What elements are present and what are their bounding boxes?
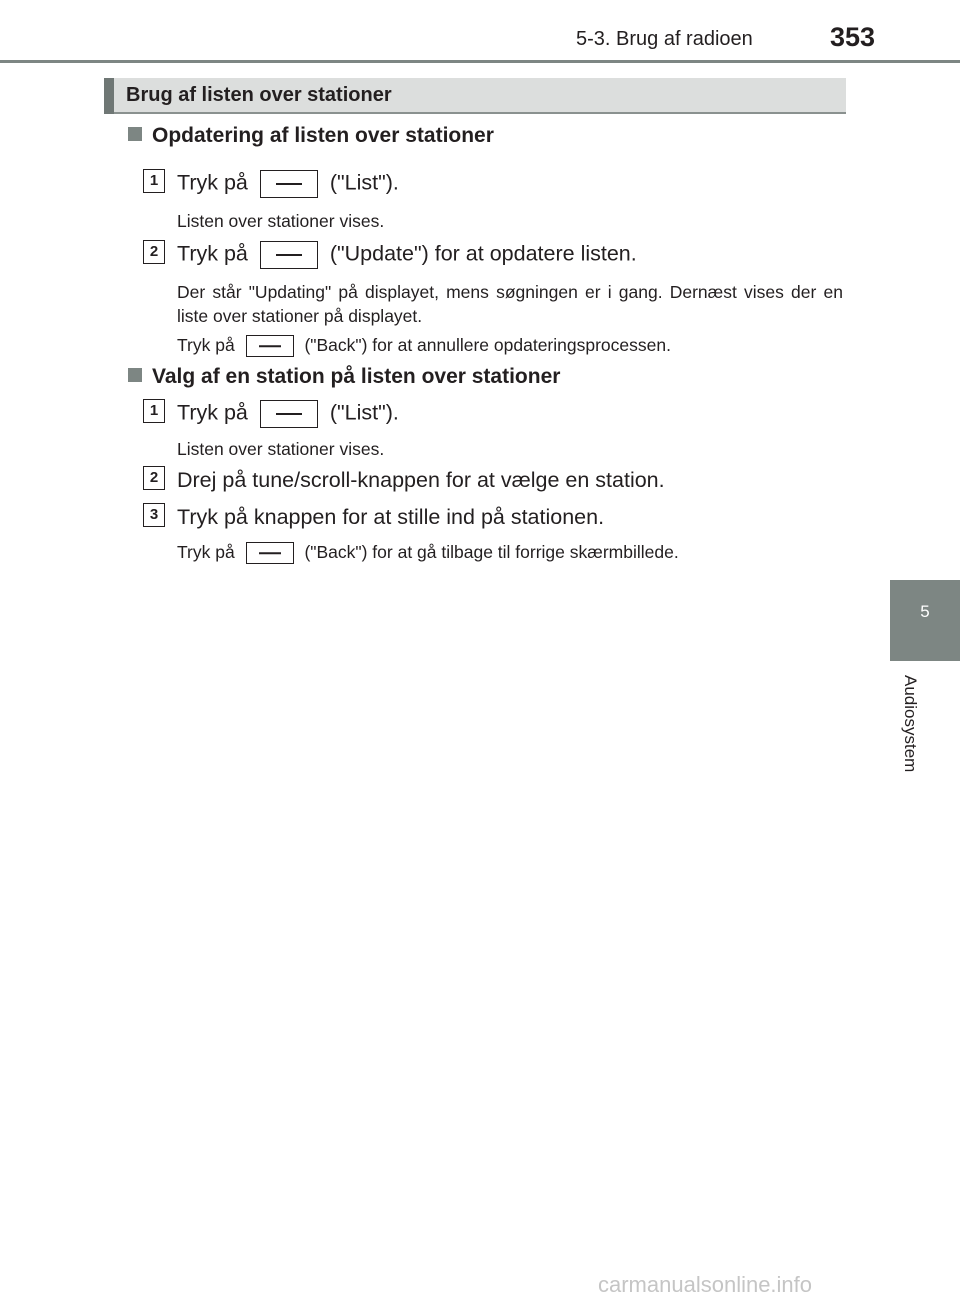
note-prefix: Tryk på <box>177 542 235 562</box>
topic-title: Brug af listen over stationer <box>126 84 392 106</box>
update-button-icon <box>260 241 318 269</box>
step-number-1: 1 <box>143 399 165 423</box>
step-number-2: 2 <box>143 240 165 264</box>
section-title: 5-3. Brug af radioen <box>576 28 753 50</box>
page-number: 353 <box>830 22 876 52</box>
watermark: carmanualsonline.info <box>598 1272 813 1297</box>
step-1-note: Listen over stationer vises. <box>177 211 385 231</box>
step-2-note: Der står "Updating" på displayet, mens søgningen er i gang. Dernæst vises der en liste over stationer på displayet. <box>177 282 843 326</box>
subsection-heading-update <box>128 124 494 148</box>
step-text-prefix: Tryk på <box>177 241 248 266</box>
title-accent <box>104 78 114 114</box>
square-bullet-icon <box>128 127 142 141</box>
chapter-number: 5 <box>920 602 930 621</box>
subsection-heading-select <box>128 365 560 389</box>
subsection-heading-text: Opdatering af listen over stationer <box>152 124 494 147</box>
step-text-suffix: ("List"). <box>329 170 399 195</box>
step-number-3: 3 <box>143 503 165 527</box>
chapter-tab <box>890 580 960 661</box>
step-2-back-note <box>177 335 671 357</box>
note-prefix: Tryk på <box>177 335 235 355</box>
step-text-suffix: ("Update") for at opdatere listen. <box>329 241 637 266</box>
list-button-icon <box>260 170 318 198</box>
step-3-back-note <box>177 542 679 564</box>
step-text-prefix: Tryk på <box>177 400 248 425</box>
step-1-note: Listen over stationer vises. <box>177 439 385 459</box>
back-button-icon <box>246 335 294 357</box>
step-1-instruction <box>177 170 399 198</box>
list-button-icon <box>260 400 318 428</box>
step-2-instruction <box>177 241 637 269</box>
step-1-instruction <box>177 400 399 428</box>
chapter-label: Audiosystem <box>901 675 920 773</box>
header-divider <box>0 60 960 63</box>
back-button-icon <box>246 542 294 564</box>
square-bullet-icon <box>128 368 142 382</box>
note-suffix: ("Back") for at annullere opdateringsprocessen. <box>304 335 671 355</box>
topic-title-bar <box>104 78 846 114</box>
step-text-prefix: Tryk på <box>177 170 248 195</box>
step-text-suffix: ("List"). <box>329 400 399 425</box>
subsection-heading-text: Valg af en station på listen over stationer <box>152 365 561 388</box>
step-2-instruction: Drej på tune/scroll-knappen for at vælge en station. <box>177 468 665 492</box>
step-number-1: 1 <box>143 169 165 193</box>
step-number-2: 2 <box>143 466 165 490</box>
note-suffix: ("Back") for at gå tilbage til forrige skærmbillede. <box>304 542 679 562</box>
step-3-instruction: Tryk på knappen for at stille ind på stationen. <box>177 505 605 529</box>
